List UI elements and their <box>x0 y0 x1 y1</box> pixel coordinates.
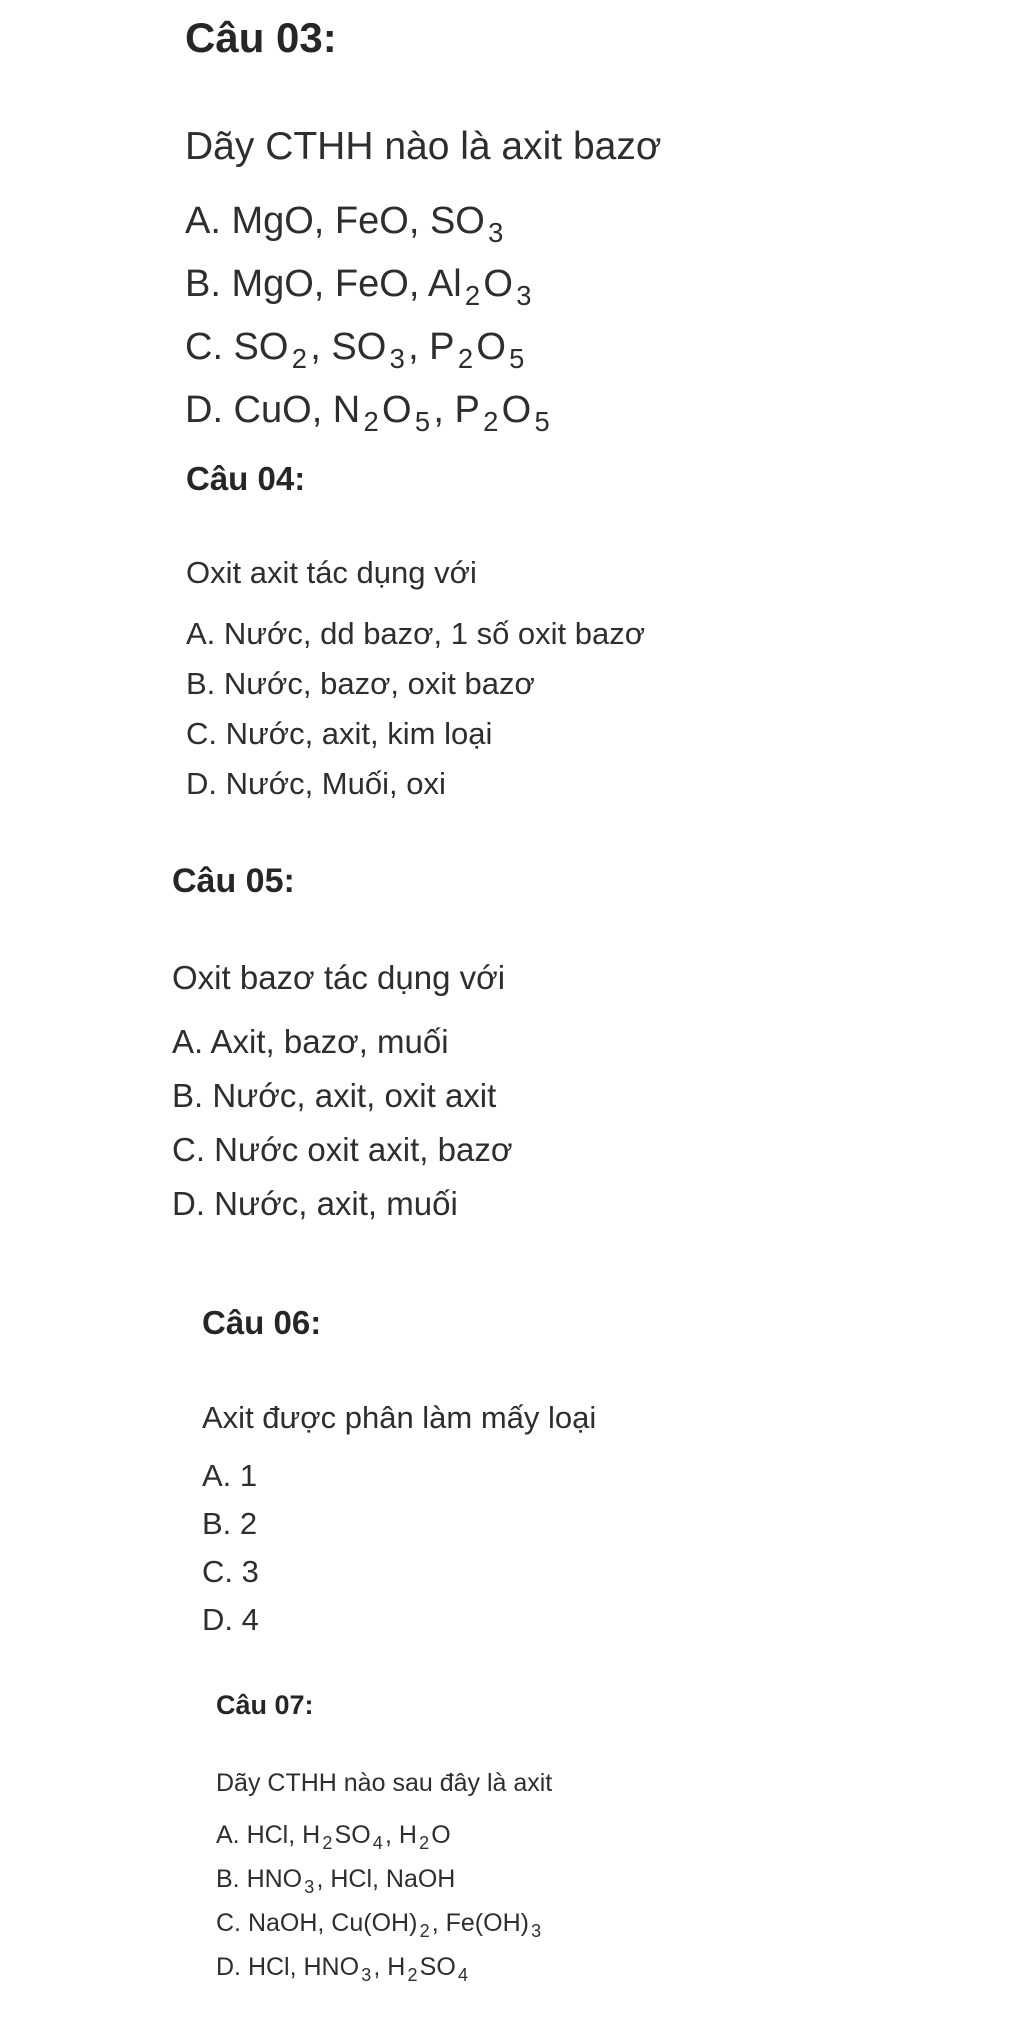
subscript: 3 <box>488 216 504 248</box>
answer-option: C. SO 2, SO 3, P 2O 5 <box>185 317 661 380</box>
question-06 <box>202 1304 596 1644</box>
answer-option: B. 2 <box>202 1506 258 1541</box>
subscript: 4 <box>372 1832 383 1853</box>
subscript: 3 <box>531 1920 542 1941</box>
question-04 <box>186 460 645 809</box>
question-title: Câu 07: <box>216 1690 314 1720</box>
answer-option: B. MgO, FeO, Al 2O 3 <box>185 254 661 317</box>
subscript: 3 <box>516 279 532 311</box>
answer-options <box>172 1015 512 1231</box>
subscript: 3 <box>389 342 405 374</box>
answer-option: C. 3 <box>202 1554 259 1589</box>
subscript: 4 <box>457 1964 468 1985</box>
answer-options <box>186 609 645 809</box>
subscript: 5 <box>534 405 550 437</box>
answer-option: D. HCl, HNO 3, H 2SO 4 <box>216 1946 552 1990</box>
answer-option: A. 1 <box>202 1458 258 1493</box>
question-title: Câu 04: <box>186 460 306 497</box>
subscript: 5 <box>509 342 525 374</box>
answer-option: A. Nước, dd bazơ, 1 số oxit bazơ <box>186 616 646 651</box>
subscript: 2 <box>419 1832 430 1853</box>
question-title: Câu 05: <box>172 862 295 900</box>
question-text: Dãy CTHH nào sau đây là axit <box>216 1769 553 1797</box>
answer-option: D. CuO, N 2O 5, P 2O 5 <box>185 380 661 443</box>
subscript: 2 <box>363 405 379 437</box>
subscript: 3 <box>304 1876 315 1897</box>
subscript: 2 <box>464 279 481 311</box>
answer-option: D. Nước, axit, muối <box>172 1185 458 1222</box>
answer-option: B. HNO 3, HCl, NaOH <box>216 1858 552 1902</box>
subscript: 2 <box>419 1920 430 1941</box>
question-title: Câu 03: <box>185 14 337 61</box>
subscript: 2 <box>457 342 474 374</box>
answer-option: B. Nước, axit, oxit axit <box>172 1077 497 1114</box>
answer-option: A. MgO, FeO, SO 3 <box>185 191 661 254</box>
question-text: Dãy CTHH nào là axit bazơ <box>185 125 662 168</box>
subscript: 2 <box>407 1964 418 1985</box>
question-07 <box>216 1690 552 1990</box>
answer-option: D. Nước, Muối, oxi <box>186 766 446 801</box>
question-05 <box>172 862 512 1231</box>
answer-option: A. Axit, bazơ, muối <box>172 1023 449 1060</box>
answer-option: C. Nước, axit, kim loại <box>186 716 493 751</box>
answer-option: C. Nước oxit axit, bazơ <box>172 1131 513 1168</box>
answer-option: B. Nước, bazơ, oxit bazơ <box>186 666 535 701</box>
question-text: Oxit bazơ tác dụng với <box>172 959 506 996</box>
subscript: 5 <box>414 405 431 437</box>
answer-option: A. HCl, H 2SO 4, H 2O <box>216 1814 552 1858</box>
question-title: Câu 06: <box>202 1304 322 1341</box>
answer-options <box>216 1814 552 1990</box>
subscript: 2 <box>322 1832 333 1853</box>
question-text: Axit được phân làm mấy loại <box>202 1400 597 1435</box>
subscript: 3 <box>361 1964 372 1985</box>
subscript: 2 <box>483 405 499 437</box>
answer-options <box>185 191 661 443</box>
answer-option: C. NaOH, Cu(OH) 2, Fe(OH) 3 <box>216 1902 552 1946</box>
subscript: 2 <box>291 342 307 374</box>
question-03 <box>185 14 661 443</box>
answer-option: D. 4 <box>202 1602 259 1637</box>
answer-options <box>202 1452 596 1644</box>
question-text: Oxit axit tác dụng với <box>186 555 477 590</box>
